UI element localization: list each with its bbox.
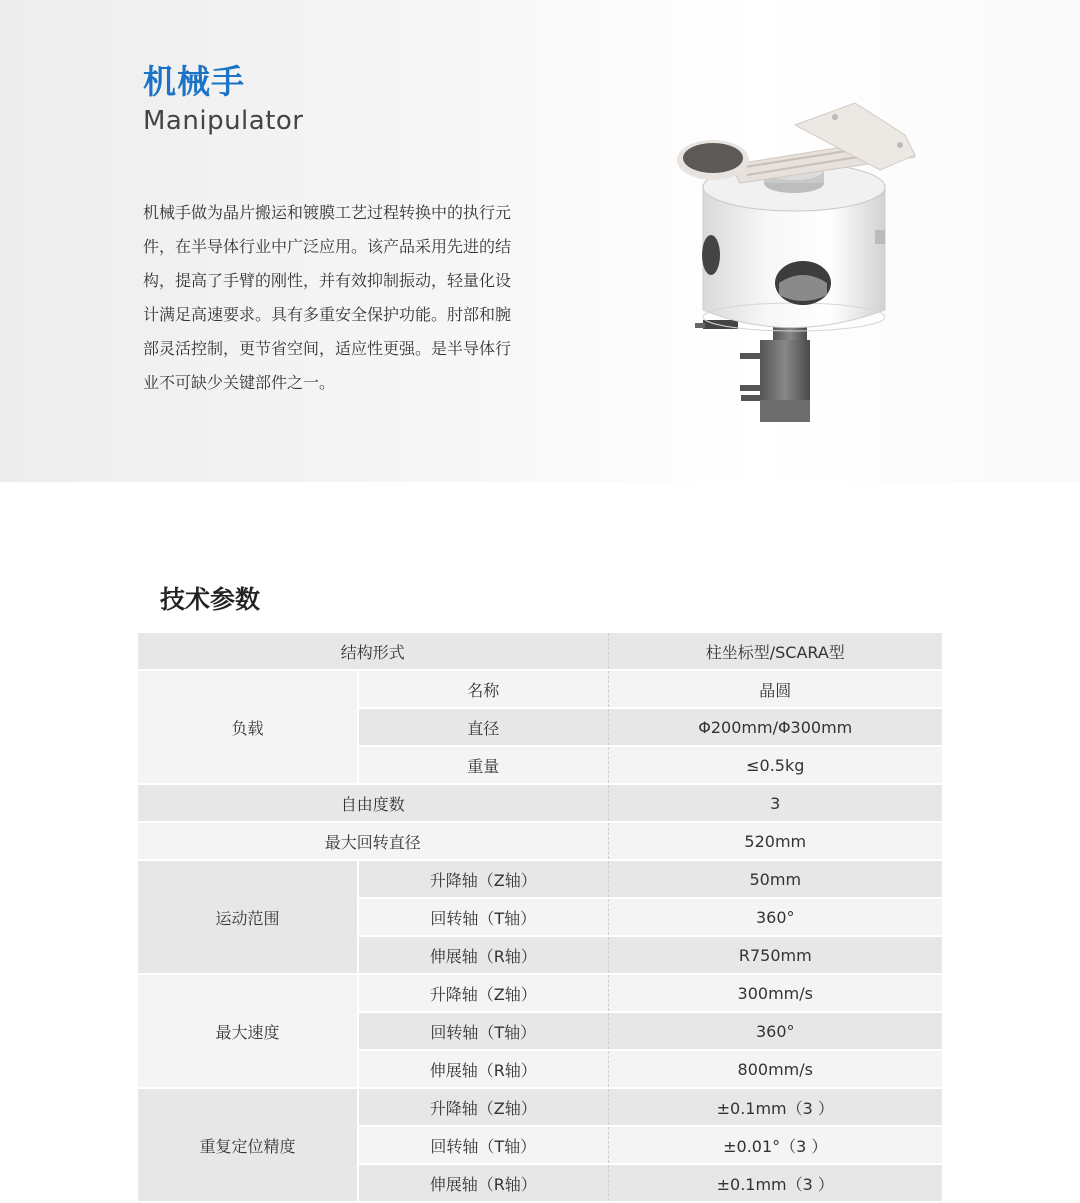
- spec-label: 重量: [358, 746, 608, 784]
- spec-label: 回转轴（T轴）: [358, 898, 608, 936]
- spec-section-title: 技术参数: [160, 585, 261, 614]
- spec-label: 回转轴（T轴）: [358, 1126, 608, 1164]
- spec-label: 回转轴（T轴）: [358, 1012, 608, 1050]
- spec-group-label: 负载: [138, 670, 358, 784]
- spec-value: ≤0.5kg: [608, 746, 942, 784]
- product-title: 机械手: [143, 62, 245, 101]
- spec-label: 升降轴（Z轴）: [358, 974, 608, 1012]
- spec-group-label: 最大速度: [138, 974, 358, 1088]
- spec-table: [138, 633, 942, 1203]
- spec-value: 520mm: [608, 822, 942, 860]
- spec-value: ±0.1mm（3 ）: [608, 1164, 942, 1202]
- spec-label: 直径: [358, 708, 608, 746]
- spec-value: Φ200mm/Φ300mm: [608, 708, 942, 746]
- table-row: [138, 633, 942, 670]
- table-row: [138, 1088, 942, 1126]
- spec-value: 360°: [608, 1012, 942, 1050]
- spec-label: 伸展轴（R轴）: [358, 1164, 608, 1202]
- spec-value: 360°: [608, 898, 942, 936]
- spec-label: 升降轴（Z轴）: [358, 1088, 608, 1126]
- spec-value: ±0.01°（3 ）: [608, 1126, 942, 1164]
- table-row: [138, 670, 942, 708]
- description-line: 机械手做为晶片搬运和镀膜工艺过程转换中的执行元: [143, 203, 512, 222]
- spec-label: 伸展轴（R轴）: [358, 1050, 608, 1088]
- spec-value: 50mm: [608, 860, 942, 898]
- manipulator-product-image: [675, 95, 925, 430]
- description-line: 部灵活控制，更节省空间，适应性更强。是半导体行: [143, 339, 512, 358]
- description-line: 计满足高速要求。具有多重安全保护功能。肘部和腕: [143, 305, 512, 324]
- spec-group-label: 重复定位精度: [138, 1088, 358, 1202]
- spec-label: 结构形式: [138, 633, 608, 670]
- description-line: 业不可缺少关键部件之一。: [143, 373, 336, 392]
- spec-value: 3: [608, 784, 942, 822]
- spec-value: 柱坐标型/SCARA型: [608, 633, 942, 670]
- table-row: [138, 822, 942, 860]
- description-line: 件，在半导体行业中广泛应用。该产品采用先进的结: [143, 237, 512, 256]
- spec-value: 800mm/s: [608, 1050, 942, 1088]
- product-description: [143, 196, 553, 400]
- spec-label: 最大回转直径: [138, 822, 608, 860]
- spec-label: 自由度数: [138, 784, 608, 822]
- spec-label: 伸展轴（R轴）: [358, 936, 608, 974]
- table-row: [138, 974, 942, 1012]
- spec-value: 300mm/s: [608, 974, 942, 1012]
- spec-label: 名称: [358, 670, 608, 708]
- product-subtitle: Manipulator: [143, 106, 304, 136]
- spec-value: 晶圆: [608, 670, 942, 708]
- spec-value: ±0.1mm（3 ）: [608, 1088, 942, 1126]
- table-row: [138, 784, 942, 822]
- table-row: [138, 860, 942, 898]
- hero-section: [0, 0, 1080, 482]
- spec-value: R750mm: [608, 936, 942, 974]
- spec-label: 升降轴（Z轴）: [358, 860, 608, 898]
- description-line: 构，提高了手臂的刚性，并有效抑制振动，轻量化设: [143, 271, 512, 290]
- spec-group-label: 运动范围: [138, 860, 358, 974]
